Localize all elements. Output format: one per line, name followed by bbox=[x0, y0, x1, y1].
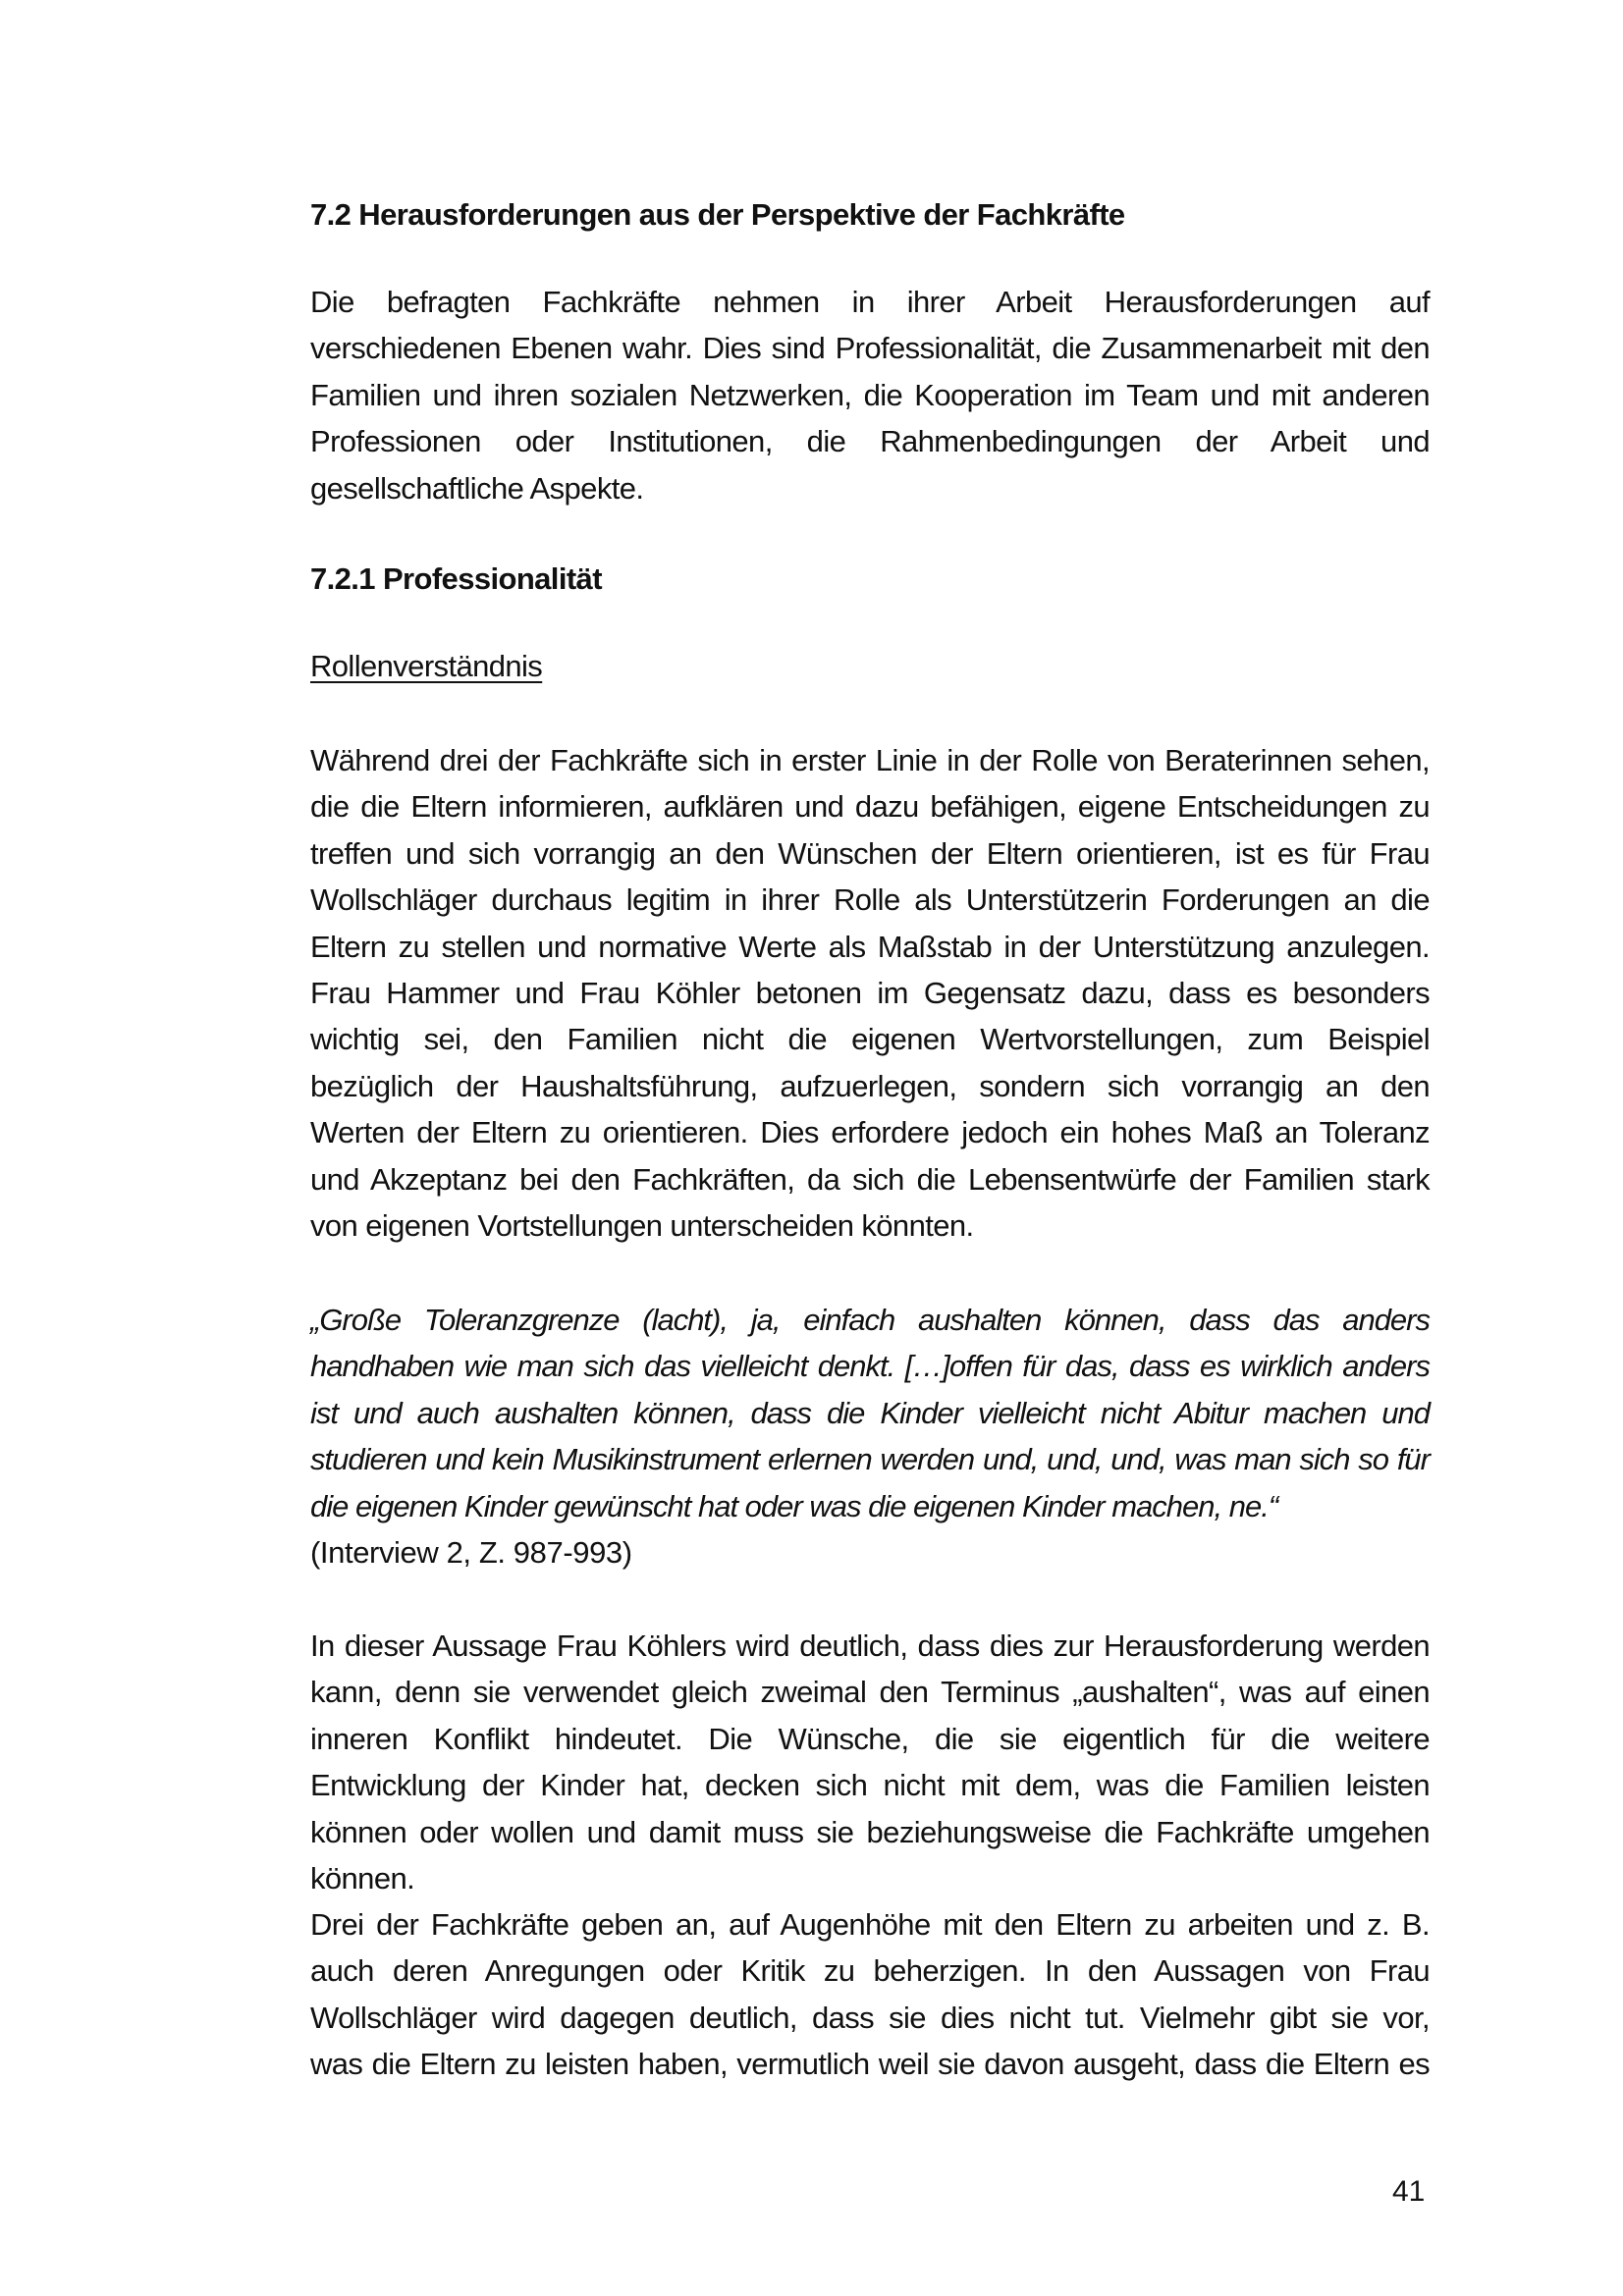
paragraph-analysis bbox=[310, 1623, 1430, 1901]
text-line: kann, denn sie verwendet gleich zweimal den Terminus „aushalten“, was auf einen bbox=[310, 1675, 1430, 1710]
topic-heading bbox=[310, 643, 1430, 689]
text-line: treffen und sich vorrangig an den Wünschen der Eltern orientieren, ist es für Frau bbox=[310, 835, 1430, 871]
text-line: können oder wollen und damit muss sie beziehungsweise die Fachkräfte umgehen bbox=[310, 1814, 1430, 1849]
text-line: Familien und ihren sozialen Netzwerken, die Kooperation im Team und mit anderen bbox=[310, 377, 1430, 412]
interview-quote bbox=[310, 1297, 1430, 1575]
quote-line: handhaben wie man sich das vielleicht denkt. […]offen für das, dass es wirklich anders bbox=[310, 1349, 1430, 1384]
subsection-heading bbox=[310, 556, 1430, 602]
text-line: auch deren Anregungen oder Kritik zu beherzigen. In den Aussagen von Frau bbox=[310, 1953, 1430, 1989]
text-line: Die befragten Fachkräfte nehmen in ihrer Arbeit Herausforderungen auf bbox=[310, 285, 1430, 319]
page-number: 41 bbox=[1392, 2175, 1426, 2208]
text-line: Drei der Fachkräfte geben an, auf Augenhöhe mit den Eltern zu arbeiten und z. B. bbox=[310, 1907, 1430, 1942]
text-line: und Akzeptanz bei den Fachkräften, da sich die Lebensentwürfe der Familien stark bbox=[310, 1161, 1430, 1197]
quote-line: ist und auch aushalten können, dass die Kinder vielleicht nicht Abitur machen und bbox=[310, 1395, 1430, 1430]
topic-heading-text: Rollenverständnis bbox=[310, 649, 543, 683]
text-line: die die Eltern informieren, aufklären und dazu befähigen, eigene Entscheidungen zu bbox=[310, 789, 1430, 825]
text-line: können. bbox=[310, 1861, 415, 1896]
intro-paragraph bbox=[310, 279, 1430, 511]
text-line: verschiedenen Ebenen wahr. Dies sind Professionalität, die Zusammenarbeit mit den bbox=[310, 331, 1430, 366]
text-line: Entwicklung der Kinder hat, decken sich nicht mit dem, was die Familien leisten bbox=[310, 1768, 1430, 1803]
text-line: wichtig sei, den Familien nicht die eigenen Wertvorstellungen, zum Beispiel bbox=[310, 1022, 1430, 1057]
paragraph-roles bbox=[310, 737, 1430, 1249]
text-line: was die Eltern zu leisten haben, vermutlich weil sie davon ausgeht, dass die Eltern es bbox=[310, 2047, 1430, 2082]
text-line: gesellschaftliche Aspekte. bbox=[310, 470, 644, 506]
text-line: inneren Konflikt hindeutet. Die Wünsche, die sie eigentlich für die weitere bbox=[310, 1721, 1430, 1756]
text-line: Wollschläger wird dagegen deutlich, dass sie dies nicht tut. Vielmehr gibt sie vor, bbox=[310, 2000, 1430, 2035]
quote-line: studieren und kein Musikinstrument erlernen werden und, und, und, was man sich so für bbox=[310, 1442, 1430, 1477]
text-line: Eltern zu stellen und normative Werte als Maßstab in der Unterstützung anzulegen. bbox=[310, 929, 1430, 964]
text-line: In dieser Aussage Frau Köhlers wird deutlich, dass dies zur Herausforderung werden bbox=[310, 1629, 1430, 1663]
text-line: Professionen oder Institutionen, die Rahmenbedingungen der Arbeit und bbox=[310, 424, 1430, 459]
text-line: bezüglich der Haushaltsführung, aufzuerlegen, sondern sich vorrangig an den bbox=[310, 1068, 1430, 1103]
paragraph-eye-level bbox=[310, 1901, 1430, 2088]
section-heading bbox=[310, 191, 1430, 238]
quote-line: die eigenen Kinder gewünscht hat oder was die eigenen Kinder machen, ne.“ bbox=[310, 1488, 1278, 1523]
section-heading-text: 7.2 Herausforderungen aus der Perspektive der Fachkräfte bbox=[310, 197, 1125, 232]
subsection-heading-text: 7.2.1 Professionalität bbox=[310, 561, 602, 596]
text-line: Frau Hammer und Frau Köhler betonen im Gegensatz dazu, dass es besonders bbox=[310, 976, 1430, 1011]
quote-line: „Große Toleranzgrenze (lacht), ja, einfach aushalten können, dass das anders bbox=[310, 1303, 1430, 1337]
text-line: von eigenen Vortstellungen unterscheiden könnten. bbox=[310, 1208, 974, 1244]
text-line: Während drei der Fachkräfte sich in erster Linie in der Rolle von Beraterinnen sehen, bbox=[310, 743, 1430, 777]
text-line: Wollschläger durchaus legitim in ihrer Rolle als Unterstützerin Forderungen an die bbox=[310, 882, 1430, 918]
text-line: Werten der Eltern zu orientieren. Dies erfordere jedoch ein hohes Maß an Toleranz bbox=[310, 1115, 1430, 1150]
quote-citation: (Interview 2, Z. 987-993) bbox=[310, 1535, 632, 1571]
